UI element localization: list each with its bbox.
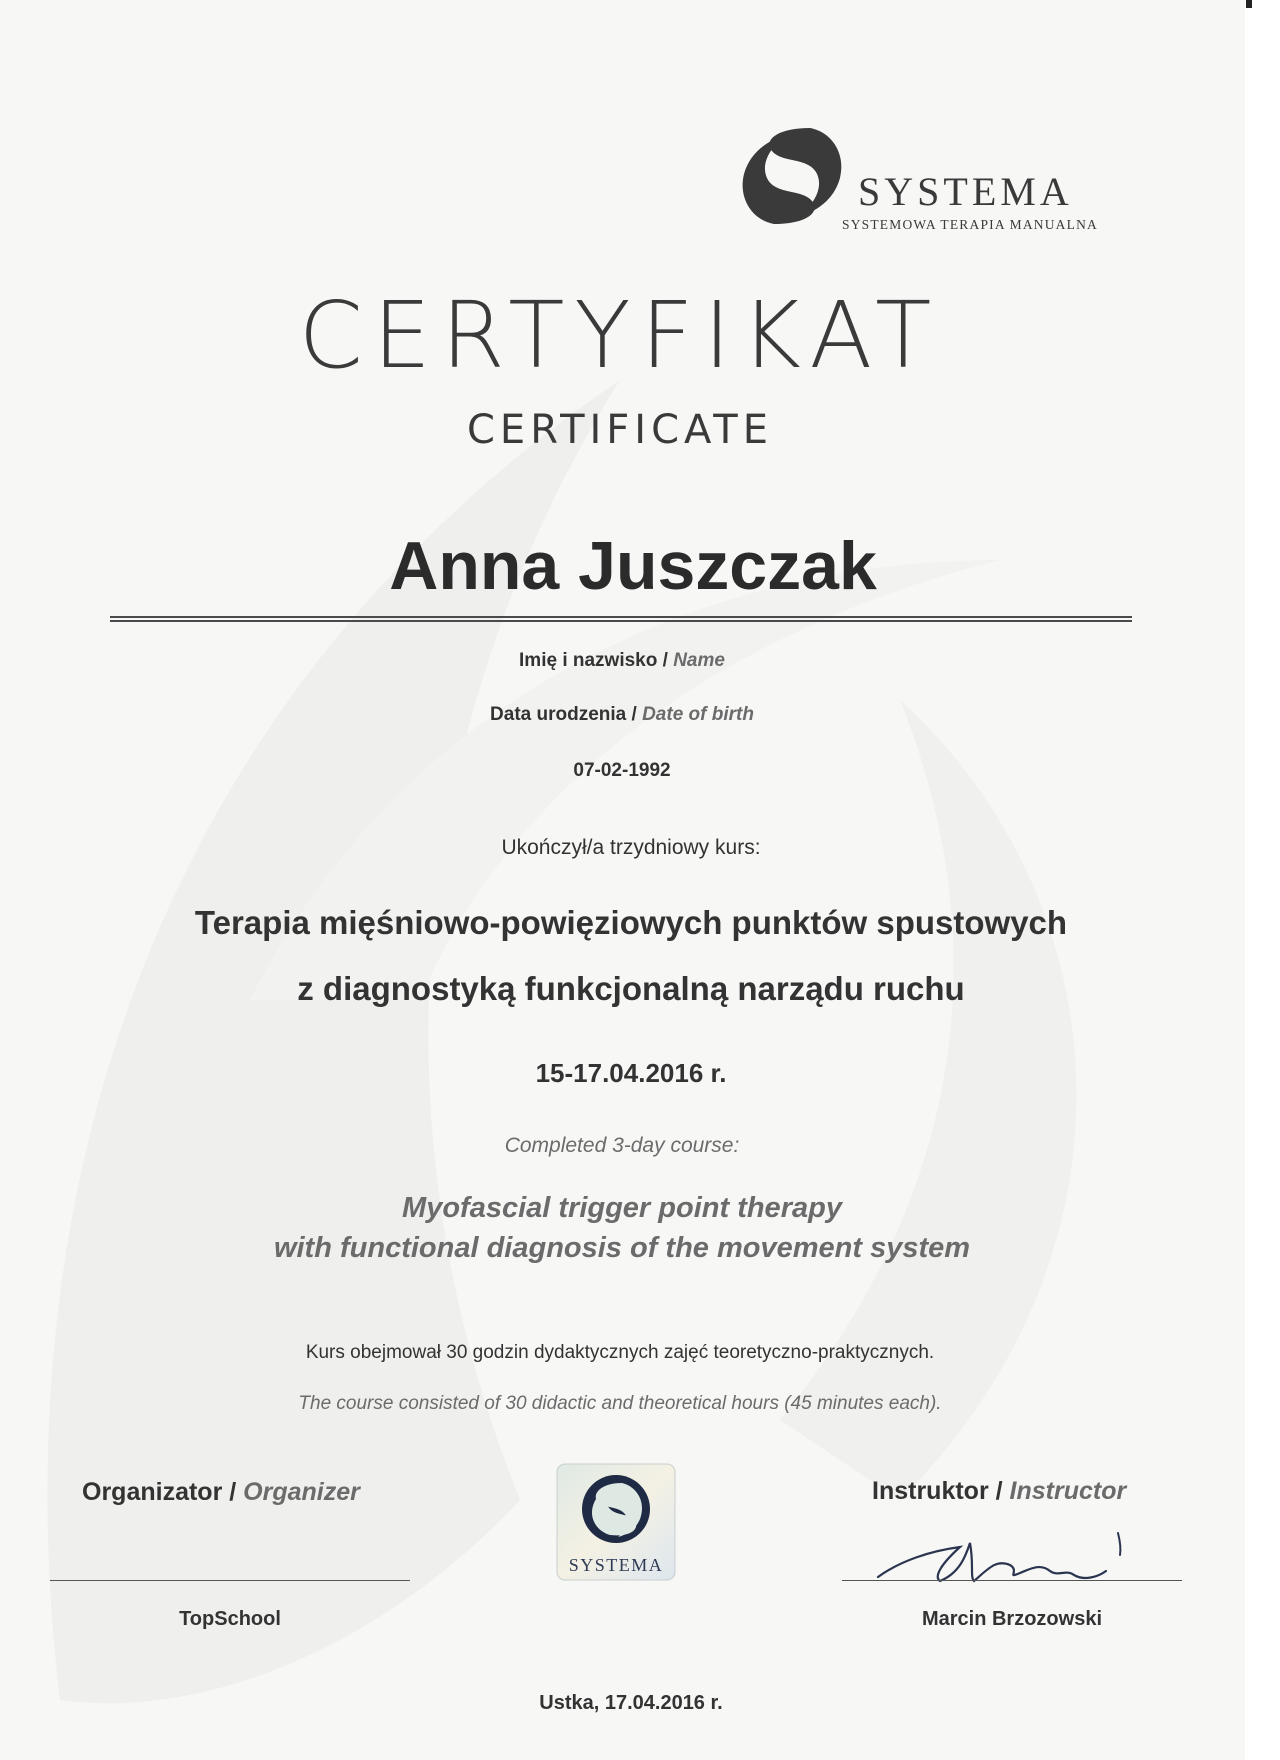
completed-text-en: Completed 3-day course: bbox=[504, 1134, 740, 1157]
course-title-en-line1: Myofascial trigger point therapy bbox=[402, 1192, 842, 1224]
instructor-label: Instruktor / Instructor bbox=[872, 1477, 1127, 1505]
organizer-signature-line bbox=[50, 1580, 410, 1581]
seal-text: SYSTEMA bbox=[568, 1555, 664, 1575]
completed-text-pl: Ukończył/a trzydniowy kurs: bbox=[501, 836, 761, 859]
brand-subtitle: SYSTEMOWA TERAPIA MANUALNA bbox=[842, 217, 1098, 232]
systema-s-logo-icon bbox=[736, 120, 848, 232]
name-double-rule bbox=[110, 616, 1132, 622]
hours-text-pl: Kurs obejmował 30 godzin dydaktycznych zajęć teoretyczno-praktycznych. bbox=[305, 1342, 935, 1363]
place-and-date: Ustka, 17.04.2016 r. bbox=[539, 1692, 723, 1714]
organizer-label: Organizator / Organizer bbox=[82, 1478, 360, 1506]
recipient-name: Anna Juszczak bbox=[389, 528, 877, 604]
instructor-name: Marcin Brzozowski bbox=[921, 1608, 1103, 1630]
course-title-pl-line1: Terapia mięśniowo-powięziowych punktów spustowych bbox=[194, 904, 1068, 941]
dob-value: 07-02-1992 bbox=[573, 760, 671, 781]
hours-text-en: The course consisted of 30 didactic and theoretical hours (45 minutes each). bbox=[298, 1393, 942, 1414]
dob-label: Data urodzenia / Date of birth bbox=[490, 704, 754, 725]
handwritten-signature bbox=[870, 1525, 1130, 1595]
course-title-en-line2: with functional diagnosis of the movement system bbox=[273, 1232, 971, 1264]
certificate-title-pl: CERTYFIKAT bbox=[298, 282, 942, 389]
brand-name: SYSTEMA bbox=[858, 169, 1073, 214]
certificate-title-en: CERTIFICATE bbox=[466, 407, 773, 453]
course-title-pl-line2: z diagnostyką funkcjonalną narządu ruchu bbox=[297, 970, 965, 1007]
scan-edge-mark bbox=[1246, 0, 1252, 8]
organizer-name: TopSchool bbox=[179, 1608, 281, 1630]
instructor-signature-line bbox=[842, 1580, 1182, 1581]
name-label: Imię i nazwisko / Name bbox=[519, 650, 725, 671]
course-dates: 15-17.04.2016 r. bbox=[535, 1058, 727, 1088]
scan-edge bbox=[1245, 0, 1280, 1760]
